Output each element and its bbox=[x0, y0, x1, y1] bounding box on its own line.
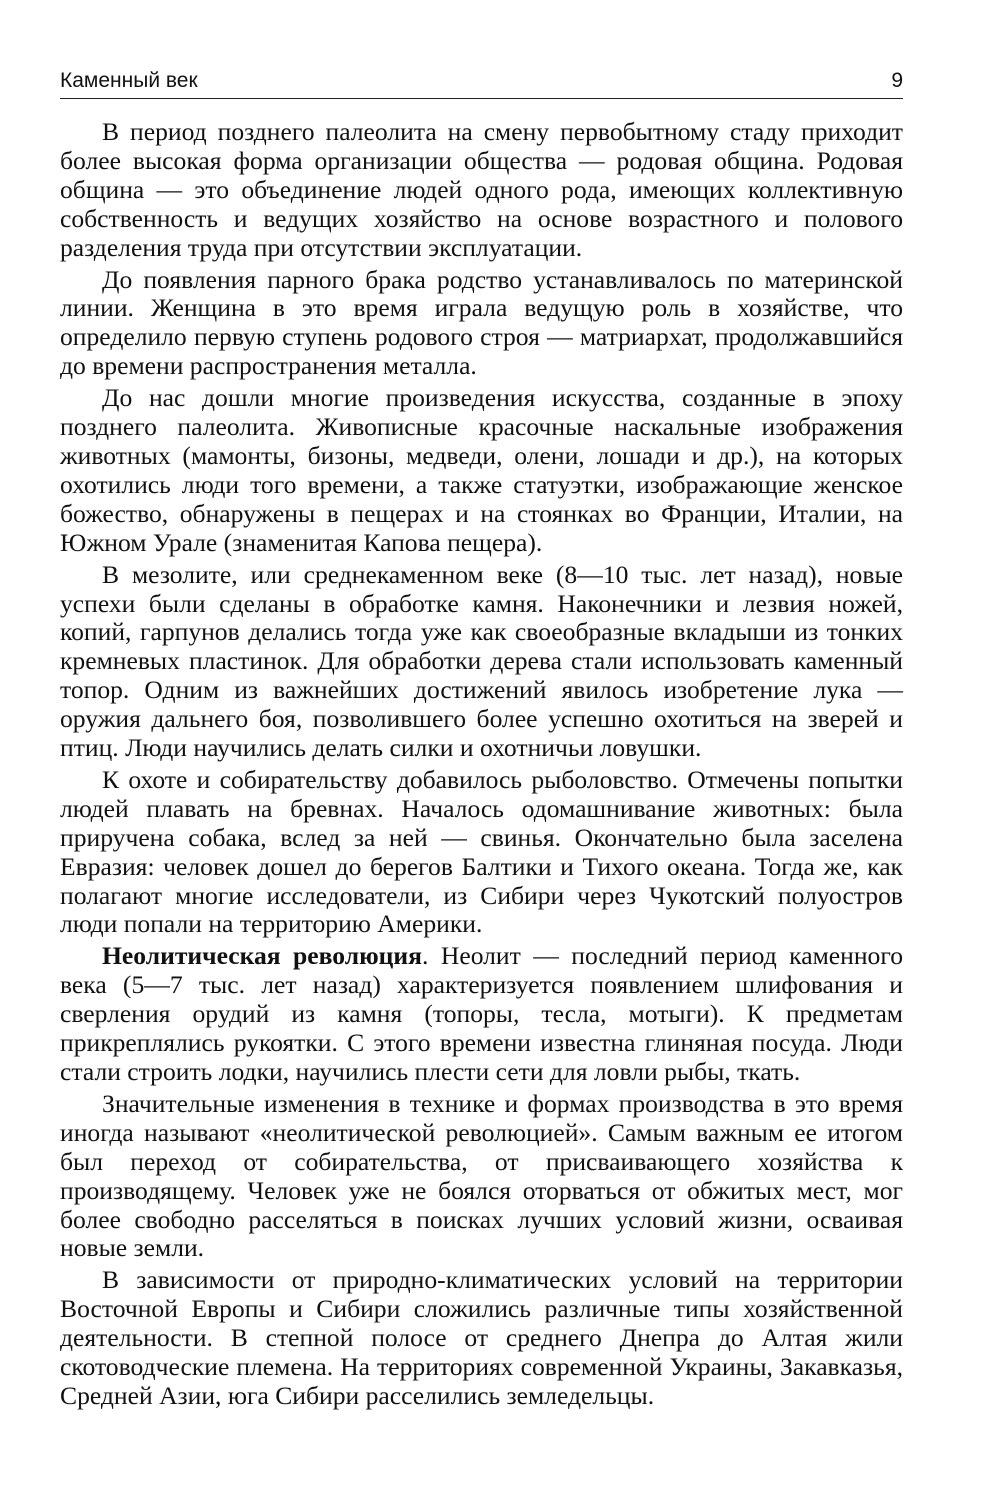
paragraph-revolution: Значительные изменения в технике и формах производства в это время иногда называют «неолитической революцией». Самым важным ее итогом был переход от собирательства, от присваивающего хозяйства к производящему. Человек уже не боялся оторваться от обжитых мест, мог более свободно расселяться в поисках лучших условий жизни, осваивая новые земли. bbox=[60, 1088, 903, 1263]
body-text bbox=[60, 118, 903, 1414]
running-title: Каменный век bbox=[60, 69, 198, 92]
paragraph-mesolithic: В мезолите, или среднекаменном веке (8—10 тыс. лет назад), новые успехи были сделаны в обработке камня. Наконечники и лезвия ножей, копий, гарпунов делались тогда уже как своеобразные вкладыши из тонких кремневых пластинок. Для обработки дерева стали использовать каменный топор. Одним из важнейших достижений явилось изобретение лука — оружия дальнего боя, позволившего более успешно охотиться на зверей и птиц. Люди научились делать силки и охотничьи ловушки. bbox=[60, 559, 903, 763]
paragraph-late-paleolithic: В период позднего палеолита на смену первобытному стаду приходит более высокая форма организации общества — родовая община. Родовая община — это объединение людей одного рода, имеющих коллективную собственность и ведущих хозяйство на основе возрастного и полового разделения труда при отсутствии эксплуатации. bbox=[60, 117, 903, 262]
page-header bbox=[60, 68, 903, 99]
neolithic-revolution-heading: Неолитическая революция bbox=[102, 941, 423, 971]
neolithic-paragraph-text: . Неолит — последний период каменного века (5—7 тыс. лет назад) характеризуется появлением шлифования и сверления орудий из камня (топоры, тесла, мотыги). К предметам прикреплялись рукоятки. С этого времени известна глиняная посуда. Люди стали строить лодки, научились плести сети для ловли рыбы, ткать. bbox=[60, 941, 903, 1086]
paragraph-fishing: К охоте и собирательству добавилось рыболовство. Отмечены попытки людей плавать на бревнах. Началось одомашнивание животных: была приручена собака, вслед за ней — свинья. Окончательно была заселена Евразия: человек дошел до берегов Балтики и Тихого океана. Тогда же, как полагают многие исследователи, из Сибири через Чукотский полуостров люди попали на территорию Америки. bbox=[60, 764, 903, 939]
paragraph-economy-types: В зависимости от природно-климатических условий на территории Восточной Европы и Сибири сложились различные типы хозяйственной деятельности. В степной полосе от среднего Днепра до Алтая жили скотоводческие племена. На территориях современной Украины, Закавказья, Средней Азии, юга Сибири расселились земледельцы. bbox=[60, 1265, 903, 1410]
paragraph-art: До нас дошли многие произведения искусства, созданные в эпоху позднего палеолита. Живописные красочные наскальные изображения животных (мамонты, бизоны, медведи, олени, лошади и др.), на которых охотились люди того времени, а также статуэтки, изображающие женское божество, обнаружены в пещерах и на стоянках во Франции, Италии, на Южном Урале (знаменитая Капова пещера). bbox=[60, 383, 903, 557]
paragraph-neolithic bbox=[60, 942, 903, 1087]
paragraph-matriarchy: До появления парного брака родство устанавливалось по материнской линии. Женщина в это время играла ведущую роль в хозяйстве, что определило первую ступень родового строя — матриархат, продолжавшийся до времени распространения металла. bbox=[60, 264, 903, 381]
page-number: 9 bbox=[891, 69, 903, 92]
